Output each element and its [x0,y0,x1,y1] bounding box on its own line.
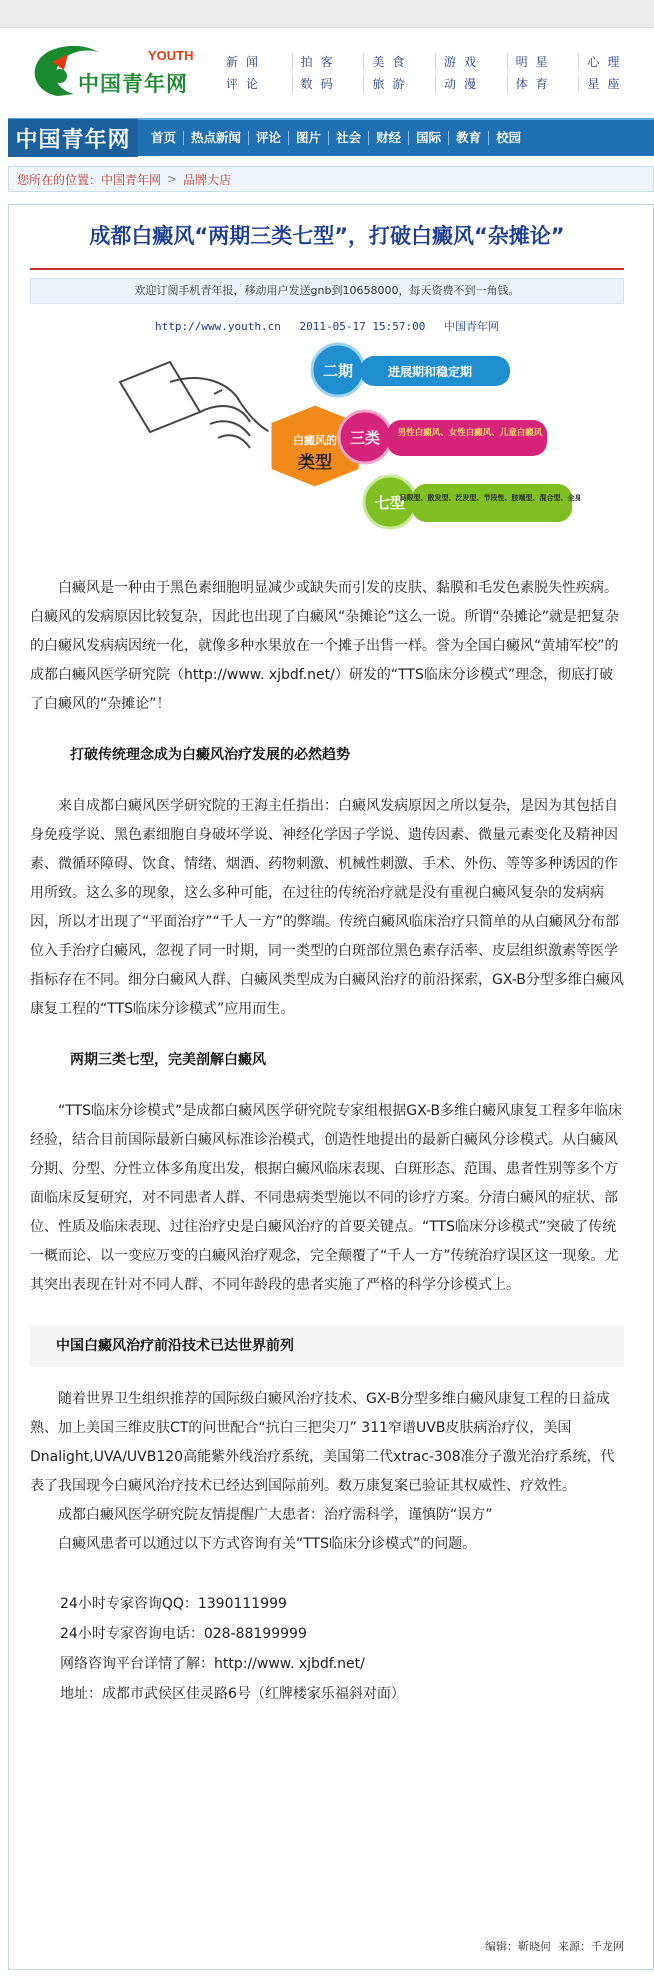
site-logo[interactable] [18,36,208,114]
channel-link[interactable]: 动漫 [435,75,507,92]
article-body [30,574,624,1709]
editor-label: 编辑： [485,1940,518,1953]
article-paragraph: 来自成都白癜风医学研究院的王海主任指出：白癜风发病原因之所以复杂，是因为其包括自身免疫学说、黑色素细胞自身破坏学说、神经化学因子学说、遗传因素、微量元素变化及精神因素、微循环障碍、饮食、情绪、烟酒、药物刺激、机械性刺激、手术、外伤、等等多种诱因的作用所致。这么多的现象，这么多种可能，在过往的传统治疗就是没有重视白癜风复杂的发病病因，所以才出现了“平面治疗”“千人一方”的弊端。传统白癜风临床治疗只简单的从白癜风分布部位入手治疗白癜风，忽视了同一时期，同一类型的白斑部位黑色素存活率、皮层组织激素等医学指标存在不同。细分白癜风人群、白癜风类型成为白癜风治疗的前沿探索，GX-B分型多维白癜风康复工程的“TTS临床分诊模式”应用而生。 [30,798,624,1017]
channel-link[interactable]: 星座 [578,75,650,92]
channel-link[interactable]: 旅游 [363,75,435,92]
subscription-notice: 欢迎订阅手机青年报，移动用户发送gnb到10658000，每天资费不到一角钱。 [30,278,624,304]
contact-line: 24小时专家咨询QQ：1390111999 [60,1596,287,1612]
phase-key: 二期 [322,362,354,380]
channel-link[interactable]: 新闻 [226,54,267,69]
breadcrumb-label: 您所在的位置： [17,172,102,187]
channel-link[interactable]: 评论 [226,76,267,91]
contact-line: 地址：成都市武侯区佳灵路6号（红牌楼家乐福斜对面） [60,1686,405,1702]
logo-youth-text: YOUTH [148,48,194,63]
article-footer [30,1938,624,1954]
nav-item-campus[interactable]: 校园 [488,131,528,145]
nav-logo[interactable]: 中国青年网 [8,119,138,157]
logo-main-text: 中国青年网 [78,72,188,96]
article-paragraph: 白癜风是一种由于黑色素细胞明显减少或缺失而引发的皮肤、黏膜和毛发色素脱失性疾病。白癜风的发病原因比较复杂，因此也出现了白癜风“杂摊论”这么一说。所谓“杂摊论”就是把复杂的白癜风发病病因统一化，就像多种水果放在一个摊子出售一样。誉为全国白癜风“黄埔军校”的成都白癜风医学研究院（http://www. xjbdf.net/）研发的“TTS临床分诊模式”理念，彻底打破了白癜风的“杂摊论”！ [30,580,620,712]
channel-link[interactable]: 拍客 [292,53,364,70]
source-label: 来源： [558,1940,591,1953]
type-bar [412,484,572,522]
channel-row-2 [220,72,650,94]
channel-link[interactable]: 体育 [507,75,579,92]
nav-item-finance[interactable]: 财经 [368,131,408,145]
nav-items [144,131,528,145]
article-paragraph: 白癜风患者可以通过以下方式咨询有关“TTS临床分诊模式”的问题。 [58,1536,477,1552]
title-divider [30,268,624,270]
nav-item-home[interactable]: 首页 [151,130,177,145]
channel-link[interactable]: 游戏 [435,53,507,70]
section-heading: 打破传统理念成为白癜风治疗发展的必然趋势 [70,747,350,763]
section-heading: 中国白癜风治疗前沿技术已达世界前列 [30,1326,624,1367]
nav-item-hot-news[interactable]: 热点新闻 [183,131,248,145]
article-title: 成都白癜风“两期三类七型”，打破白癜风“杂摊论” [89,224,565,248]
pointing-hand-icon [120,362,270,448]
nav-item-pictures[interactable]: 图片 [288,131,328,145]
breadcrumb [8,166,654,192]
source-name: 中国青年网 [443,320,499,333]
badge-text-bottom: 类型 [298,453,332,473]
breadcrumb-item[interactable]: 中国青年网 [101,172,162,187]
contact-line[interactable]: 网络咨询平台详情了解：http://www. xjbdf.net/ [60,1656,365,1672]
site-header [0,28,654,116]
section-heading: 两期三类七型，完美剖解白癜风 [70,1052,266,1068]
category-text [398,427,543,438]
nav-item-comment[interactable]: 评论 [248,131,288,145]
main-nav [8,118,654,156]
channel-row-1 [220,50,650,72]
phase-text: 进展期和稳定期 [387,365,473,379]
badge-text-top: 白癜风的 [293,434,337,447]
type-text-lines: 局限型、散发型、泛发型、节段性、肢端型、混合型、全身型 [399,494,580,502]
source-name-footer: 千龙网 [591,1940,624,1953]
nav-item-international[interactable]: 国际 [408,131,448,145]
article-paragraph: 成都白癜风医学研究院友情提醒广大患者：治疗需科学，谨慎防“误方” [58,1507,493,1523]
editor-name: 靳晓何 [518,1940,551,1953]
contact-line: 24小时专家咨询电话：028-88199999 [60,1626,307,1642]
channel-link[interactable]: 心理 [578,53,650,70]
spacer [30,1559,624,1589]
category-text-lines: 男性白癜风、女性白癜风、儿童白癜风 [397,428,543,438]
article-paragraph: 随着世界卫生组织推荐的国际级白癜风治疗技术、GX-B分型多维白癜风康复工程的日益成熟、加上美国三维皮肤CT的问世配合“抗白三把尖刀” 311窄谱UVB皮肤病治疗仪，美国Dnalight,UVA/UVB120高能紫外线治疗系统，美国第二代xtrac-308准分子激光治疗系统，代表了我国现今白癜风治疗技术已经达到国际前列。数万康复案已验证其权威性、疗效性。 [30,1391,615,1494]
category-key: 三类 [349,429,381,447]
channel-link[interactable]: 数码 [292,75,364,92]
source-url[interactable]: http://www.youth.cn [155,320,281,333]
breadcrumb-separator: > [167,172,178,186]
category-bar [387,420,547,456]
top-strip [0,0,654,28]
publish-datetime: 2011-05-17 15:57:00 [299,320,426,333]
article-meta [30,318,624,334]
channel-link[interactable]: 美食 [363,53,435,70]
type-text [400,493,581,502]
nav-item-society[interactable]: 社会 [328,131,368,145]
nav-item-education[interactable]: 教育 [448,131,488,145]
channel-link[interactable]: 明星 [507,53,579,70]
vitiligo-types-figure [110,342,580,542]
breadcrumb-item[interactable]: 品牌大店 [183,172,232,187]
article-paragraph: “TTS临床分诊模式”是成都白癜风医学研究院专家组根据GX-B多维白癜风康复工程多年临床经验，结合目前国际最新白癜风标准诊治模式，创造性地提出的最新白癜风分诊模式。从白癜风分期、分型、分性立体多角度出发，根据白癜风临床表现、白斑形态、范围、患者性别等多个方面临床反复研究，对不同患者人群、不同患病类型施以不同的诊疗方案。分清白癜风的症状、部位、性质及临床表现、过往治疗史是白癜风治疗的首要关键点。“TTS临床分诊模式”突破了传统一概而论、以一变应万变的白癜风治疗观念，完全颠覆了“千人一方”传统治疗误区这一现象。尤其突出表现在针对不同人群、不同年龄段的患者实施了严格的科学分诊模式上。 [30,1103,623,1293]
channel-links [220,50,650,94]
type-key: 七型 [374,494,406,512]
